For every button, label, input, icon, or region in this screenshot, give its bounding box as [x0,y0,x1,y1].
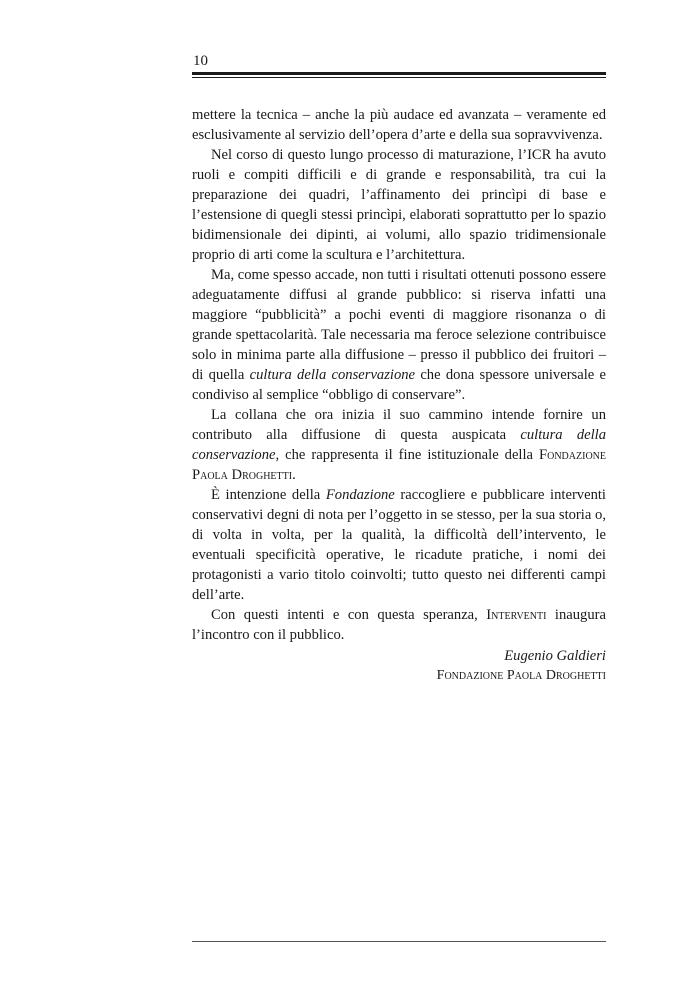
paragraph-4-smallcaps: Fondazione Paola Droghetti [192,447,606,483]
paragraph-4 [192,405,606,485]
paragraph-6-text-c: inaugura l’incontro con il pubblico. [192,607,606,643]
paragraph-5 [192,485,606,605]
paragraph-6-text-a: Con questi intenti e con questa speranza, [211,607,487,623]
paragraph-3-italic: cultura della conservazione [249,367,416,383]
paragraph-4-text-e: . [292,467,296,483]
paragraph-1: mettere la tecnica – anche la più audace ed avanzata – veramente ed esclusivamente al servizio dell’opera d’arte e della sua sopravvivenza. [192,107,606,143]
paragraph-3-text-c: che dona spessore universale e condiviso al semplice “obbligo di conservare”. [192,367,607,403]
page-number: 10 [193,53,208,69]
footer-rule [192,941,606,942]
paragraph-4-italic: cultura della conservazione [192,427,606,463]
signature-name: Eugenio Galdieri [504,648,606,664]
paragraph-6 [192,605,606,645]
paragraph-4-text-a: La collana che ora inizia il suo cammino intende fornire un contributo alla diffusione di questa auspicata [192,407,606,443]
paragraph-4-text-c: , che rappresenta il fine istituzionale della [275,447,539,463]
paragraph-5-text-c: raccogliere e pubblicare interventi conservativi degni di nota per l’oggetto in se stesso, per la sua storia o, di volta in volta, per la qualità, la difficoltà dell’intervento, le eventuali specificità operative, le ricadute pratiche, i nomi dei protagonisti a vario titolo coinvolti; tutto questo nei differenti campi dell’arte. [192,487,606,603]
paragraph-6-smallcaps: Interventi [486,607,547,623]
signature-block [192,646,606,686]
paragraph-5-italic: Fondazione [325,487,395,503]
header-rule-thick [192,72,606,75]
body-text [192,105,606,645]
paragraph-2: Nel corso di questo lungo processo di maturazione, l’ICR ha avuto ruoli e compiti difficili e di grande e responsabilità, tra cui la preparazione dei quadri, l’affinamento dei princìpi di base e l’estensione di quegli stessi princìpi, elaborati soprattutto per lo spazio bidimensionale dei dipinti, ai volumi, allo spazio tridimensionale proprio di arti come la scultura e l’architettura. [192,147,606,263]
paragraph-5-text-a: È intenzione della [211,487,326,503]
paragraph-3-text-a: Ma, come spesso accade, non tutti i risultati ottenuti possono essere adeguatamente diffusi al grande pubblico: si riserva infatti una maggiore “pubblicità” a pochi eventi di maggiore risonanza o di grande spettacolarità. Tale necessaria ma feroce selezione contribuisce solo in minima parte alla diffusione – presso il pubblico dei fruitori – di quella [192,267,606,383]
paragraph-3 [192,265,606,405]
signature-organization: Fondazione Paola Droghetti [436,668,606,683]
header-rule-thin [192,77,606,78]
